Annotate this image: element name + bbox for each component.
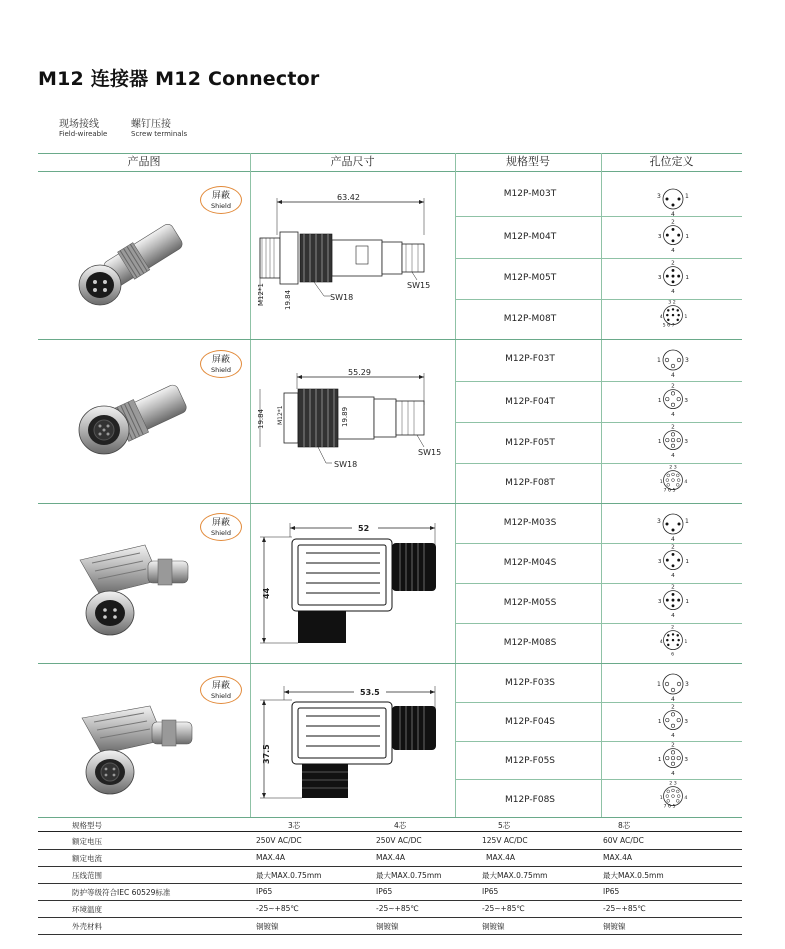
svg-text:3: 3 xyxy=(684,718,688,725)
svg-text:3: 3 xyxy=(685,357,689,364)
pinout-5-male xyxy=(648,260,698,296)
shield-badge: 屏蔽 Shield xyxy=(200,350,242,378)
model-label: M12P-F05S xyxy=(504,756,556,766)
svg-text:3 2: 3 2 xyxy=(668,300,676,306)
spec-rule xyxy=(38,917,742,918)
spec-header-rule xyxy=(38,831,742,832)
svg-text:3: 3 xyxy=(685,681,689,688)
dim-diameter-text: 19.84 xyxy=(257,408,265,429)
svg-text:4: 4 xyxy=(671,733,675,740)
dimension-drawing-male-angled xyxy=(252,517,452,657)
row-rule xyxy=(455,543,742,544)
group-rule-2 xyxy=(38,503,742,504)
svg-text:4: 4 xyxy=(671,412,675,419)
svg-text:2 3: 2 3 xyxy=(669,465,677,471)
svg-text:7 6 5: 7 6 5 xyxy=(663,488,676,494)
group-rule-1 xyxy=(38,339,742,340)
svg-text:4: 4 xyxy=(671,372,675,379)
model-label: M12P-M04T xyxy=(503,232,557,242)
model-label: M12P-F03T xyxy=(505,354,555,364)
row-rule xyxy=(455,463,742,464)
dim-thread-text: M12*1 xyxy=(257,283,265,306)
svg-text:3: 3 xyxy=(657,598,662,605)
dim-sw-a-text: SW18 xyxy=(330,293,354,302)
col-rule-1 xyxy=(250,153,251,817)
dim-diameter2-text: 19.89 xyxy=(341,406,349,427)
dimension-drawing-female-angled xyxy=(252,680,452,810)
spec-rule xyxy=(38,866,742,867)
svg-text:1: 1 xyxy=(657,681,661,688)
svg-text:4: 4 xyxy=(671,453,675,460)
svg-text:4: 4 xyxy=(671,573,675,580)
col-header-model: 规格型号 xyxy=(506,155,550,168)
svg-text:3: 3 xyxy=(657,233,662,240)
shield-badge: 屏蔽 Shield xyxy=(200,676,242,704)
row-rule xyxy=(455,422,742,423)
pinout-4-male-angled xyxy=(648,544,698,580)
svg-text:2: 2 xyxy=(671,260,675,267)
pinout-3-female-angled xyxy=(648,668,698,704)
svg-text:2: 2 xyxy=(671,219,675,226)
svg-text:1: 1 xyxy=(685,558,689,565)
shield-badge: 屏蔽 Shield xyxy=(200,186,242,214)
dim-sw-a-text: SW18 xyxy=(334,460,358,469)
svg-text:3: 3 xyxy=(684,756,688,763)
pinout-8-male xyxy=(648,299,698,335)
svg-text:3: 3 xyxy=(684,397,688,404)
spec-row-temperature: 环境温度 -25~+85℃ -25~+85℃ -25~+85℃ -25~+85℃ xyxy=(72,904,646,914)
row-rule xyxy=(455,216,742,217)
pinout-8-female-angled xyxy=(648,780,698,816)
svg-text:3: 3 xyxy=(657,193,661,200)
model-label: M12P-M05T xyxy=(503,273,557,283)
group-rule-3 xyxy=(38,663,742,664)
svg-text:1: 1 xyxy=(685,274,689,281)
model-label: M12P-M05S xyxy=(503,598,557,608)
model-label: M12P-M03S xyxy=(503,518,557,528)
spec-row-current: 额定电流 MAX.4A MAX.4A MAX.4A MAX.4A xyxy=(72,853,633,863)
dim-thread-text: M12*1 xyxy=(277,405,284,425)
svg-text:4: 4 xyxy=(671,771,675,778)
svg-text:5 6 7: 5 6 7 xyxy=(662,323,675,329)
page-title: M12 连接器 M12 Connector xyxy=(38,68,320,90)
pinout-5-female-angled xyxy=(648,742,698,778)
col-header-pinout: 孔位定义 xyxy=(649,155,694,168)
row-rule xyxy=(455,702,742,703)
svg-text:2: 2 xyxy=(671,742,675,749)
dim-length-text: 63.42 xyxy=(337,193,360,202)
svg-text:4: 4 xyxy=(671,696,675,703)
model-label: M12P-M03T xyxy=(503,189,557,199)
spec-row-voltage: 额定电压 250V AC/DC 250V AC/DC 125V AC/DC 60V AC/DC xyxy=(72,836,644,846)
pinout-5-male-angled xyxy=(648,584,698,620)
dim-length-text: 53.5 xyxy=(360,688,380,697)
pinout-5-female xyxy=(648,424,698,460)
spec-row-wire-range: 压线范围 最大MAX.0.75mm 最大MAX.0.75mm 最大MAX.0.75mm 最大MAX.0.5mm xyxy=(72,871,664,880)
row-rule xyxy=(455,258,742,259)
row-rule xyxy=(455,741,742,742)
svg-text:7 6 5: 7 6 5 xyxy=(663,804,676,810)
svg-text:4: 4 xyxy=(671,536,675,543)
subtitle-screw-terminals: 螺钉压接 Screw terminals xyxy=(131,119,188,138)
svg-text:2: 2 xyxy=(671,584,675,591)
model-label: M12P-F08T xyxy=(505,478,555,488)
svg-text:3: 3 xyxy=(684,438,688,445)
spec-rule xyxy=(38,934,742,935)
svg-text:1: 1 xyxy=(659,479,663,485)
shield-badge: 屏蔽 Shield xyxy=(200,513,242,541)
row-rule xyxy=(455,623,742,624)
svg-text:4: 4 xyxy=(684,795,688,801)
pinout-8-male-angled xyxy=(648,624,698,660)
svg-text:4: 4 xyxy=(671,248,675,255)
dim-height-text: 37.5 xyxy=(262,744,271,764)
dim-sw-b-text: SW15 xyxy=(407,281,431,290)
model-label: M12P-F05T xyxy=(505,438,555,448)
connector-photo-male-straight xyxy=(70,212,195,312)
svg-text:4: 4 xyxy=(684,479,688,485)
model-label: M12P-F08S xyxy=(504,795,556,805)
model-label: M12P-M08T xyxy=(503,314,557,324)
pinout-4-female xyxy=(648,383,698,419)
model-label: M12P-F04S xyxy=(504,717,556,727)
dim-sw-b-text: SW15 xyxy=(418,448,442,457)
svg-text:4: 4 xyxy=(659,314,663,320)
svg-text:4: 4 xyxy=(671,211,675,218)
spec-row-protection: 防护等级符合IEC 60529标准 IP65 IP65 IP65 IP65 xyxy=(72,887,620,897)
dim-length-text: 55.29 xyxy=(348,368,371,377)
row-rule xyxy=(455,381,742,382)
spec-header-row: 规格型号 3芯 4芯 5芯 8芯 xyxy=(72,821,631,830)
svg-text:1: 1 xyxy=(657,397,662,404)
connector-photo-male-angled xyxy=(70,535,200,645)
svg-text:1: 1 xyxy=(684,639,688,645)
svg-text:2: 2 xyxy=(671,424,675,431)
svg-text:1: 1 xyxy=(685,598,689,605)
svg-text:4: 4 xyxy=(659,639,663,645)
model-label: M12P-F03S xyxy=(504,678,556,688)
svg-text:4: 4 xyxy=(671,613,675,620)
dimension-drawing-male-straight xyxy=(252,190,452,320)
svg-text:1: 1 xyxy=(657,718,662,725)
svg-text:1: 1 xyxy=(657,756,662,763)
svg-text:2 3: 2 3 xyxy=(669,781,677,787)
spec-rule xyxy=(38,883,742,884)
svg-text:2: 2 xyxy=(671,625,675,631)
svg-text:3: 3 xyxy=(657,558,662,565)
svg-text:1: 1 xyxy=(685,518,689,525)
table-header-rule xyxy=(38,171,742,172)
dimension-drawing-female-straight xyxy=(252,365,452,475)
row-rule xyxy=(455,299,742,300)
model-label: M12P-M08S xyxy=(503,638,557,648)
pinout-4-male xyxy=(648,219,698,255)
svg-text:1: 1 xyxy=(685,193,689,200)
svg-text:1: 1 xyxy=(684,314,688,320)
dim-length-text: 52 xyxy=(358,524,370,533)
subtitle-field-wireable: 现场接线 Field-wireable xyxy=(59,119,108,138)
pinout-4-female-angled xyxy=(648,704,698,740)
spec-row-housing: 外壳材料 铜镀镍 铜镀镍 铜镀镍 铜镀镍 xyxy=(72,922,626,931)
col-header-product-image: 产品图 xyxy=(127,155,161,168)
row-rule xyxy=(455,583,742,584)
spec-rule xyxy=(38,849,742,850)
svg-text:3: 3 xyxy=(657,518,661,525)
svg-text:4: 4 xyxy=(671,289,675,296)
pinout-8-female xyxy=(648,464,698,500)
row-rule xyxy=(455,779,742,780)
connector-photo-female-angled xyxy=(70,698,200,808)
col-header-dimensions: 产品尺寸 xyxy=(330,155,375,168)
svg-text:3: 3 xyxy=(657,274,662,281)
svg-text:2: 2 xyxy=(671,704,675,711)
dim-diameter-text: 19.84 xyxy=(284,289,292,310)
dim-height-text: 44 xyxy=(262,587,271,599)
svg-text:6: 6 xyxy=(671,652,675,658)
model-label: M12P-M04S xyxy=(503,558,557,568)
svg-text:1: 1 xyxy=(685,233,689,240)
svg-text:1: 1 xyxy=(657,438,662,445)
connector-photo-female-straight xyxy=(70,370,195,470)
spec-rule xyxy=(38,900,742,901)
svg-text:2: 2 xyxy=(671,544,675,551)
pinout-3-female xyxy=(648,344,698,380)
model-label: M12P-F04T xyxy=(505,397,555,407)
svg-text:2: 2 xyxy=(671,383,675,390)
svg-text:1: 1 xyxy=(657,357,661,364)
pinout-3-male xyxy=(648,183,698,219)
pinout-3-male-angled xyxy=(648,508,698,544)
svg-text:1: 1 xyxy=(659,795,663,801)
